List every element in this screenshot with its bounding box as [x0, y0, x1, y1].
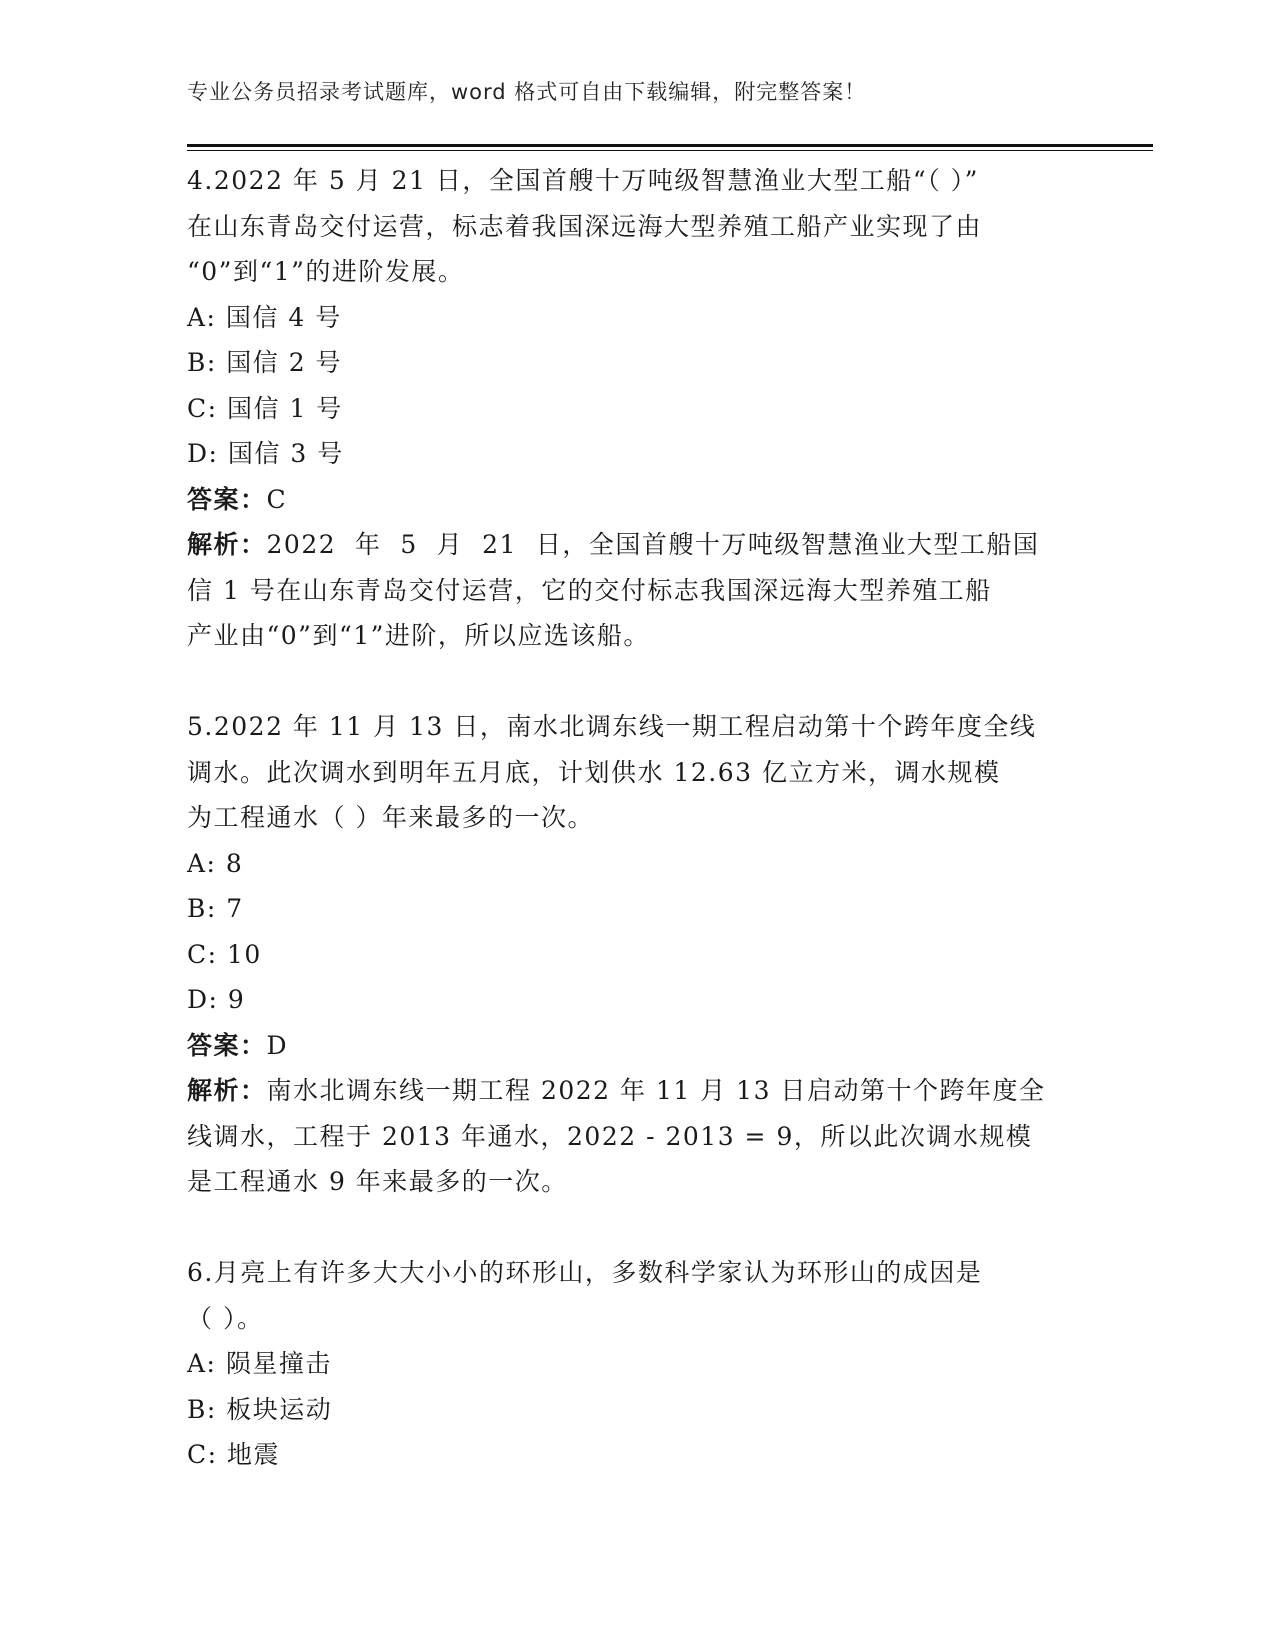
- question-stem-line: 4.2022 年 5 月 21 日，全国首艘十万吨级智慧渔业大型工船“（ ）”: [187, 166, 979, 195]
- question-stem-line: 调水。此次调水到明年五月底，计划供水 12.63 亿立方米，调水规模: [187, 757, 1001, 787]
- analysis-line: 产业由“0”到“1”进阶，所以应选该船。: [187, 621, 650, 650]
- question-stem-line: 为工程通水（ ）年来最多的一次。: [187, 803, 594, 832]
- analysis-line: 是工程通水 9 年来最多的一次。: [187, 1167, 568, 1196]
- question-gap: [187, 1205, 1077, 1251]
- question-gap: [187, 659, 1077, 705]
- header-rule-thin: [187, 150, 1153, 151]
- page-header: 专业公务员招录考试题库，word 格式可自由下载编辑，附完整答案！: [187, 80, 867, 104]
- analysis-line: 信 1 号在山东青岛交付运营，它的交付标志我国深远海大型养殖工船: [187, 575, 992, 605]
- option-b: B: 板块运动: [187, 1394, 333, 1424]
- answer-value: D: [266, 1030, 289, 1060]
- option-c: C: 10: [187, 939, 262, 969]
- question-stem-line: 5.2022 年 11 月 13 日，南水北调东线一期工程启动第十个跨年度全线: [187, 712, 1037, 741]
- header-rule-thick: [187, 144, 1153, 147]
- analysis-line: 线调水，工程于 2013 年通水，2022 - 2013 = 9，所以此次调水规模: [187, 1121, 1033, 1151]
- option-a: A: 陨星撞击: [187, 1349, 332, 1378]
- analysis-row: [187, 522, 1077, 568]
- question-stem-line: “0”到“1”的进阶发展。: [187, 257, 465, 286]
- option-b: B: 7: [187, 894, 244, 923]
- analysis-label: 解析：: [187, 1076, 267, 1105]
- analysis-line: 南水北调东线一期工程 2022 年 11 月 13 日启动第十个跨年度全: [266, 1076, 1046, 1105]
- question-4: [187, 158, 1077, 659]
- analysis-line: 2022 年 5 月 21 日，全国首艘十万吨级智慧渔业大型工船国: [266, 530, 1040, 559]
- question-stem-line: 6.月亮上有许多大大小小的环形山，多数科学家认为环形山的成因是: [187, 1258, 983, 1287]
- answer-value: C: [266, 484, 288, 514]
- answer-label: 答案：: [187, 484, 267, 514]
- option-a: A: 国信 4 号: [187, 302, 342, 332]
- analysis-row: [187, 1068, 1077, 1114]
- question-6: [187, 1250, 1077, 1478]
- question-stem-line: （ ）。: [187, 1303, 264, 1333]
- question-stem-line: 在山东青岛交付运营，标志着我国深远海大型养殖工船产业实现了由: [187, 211, 983, 241]
- option-c: C: 国信 1 号: [187, 393, 343, 423]
- option-a: A: 8: [187, 848, 244, 878]
- answer-row: [187, 1023, 1077, 1069]
- question-list: [187, 158, 1077, 1478]
- answer-row: [187, 477, 1077, 523]
- option-b: B: 国信 2 号: [187, 348, 343, 377]
- option-d: D: 国信 3 号: [187, 439, 344, 468]
- analysis-label: 解析：: [187, 530, 267, 559]
- option-d: D: 9: [187, 985, 246, 1014]
- question-5: [187, 704, 1077, 1205]
- answer-label: 答案：: [187, 1030, 267, 1060]
- option-c: C: 地震: [187, 1440, 280, 1469]
